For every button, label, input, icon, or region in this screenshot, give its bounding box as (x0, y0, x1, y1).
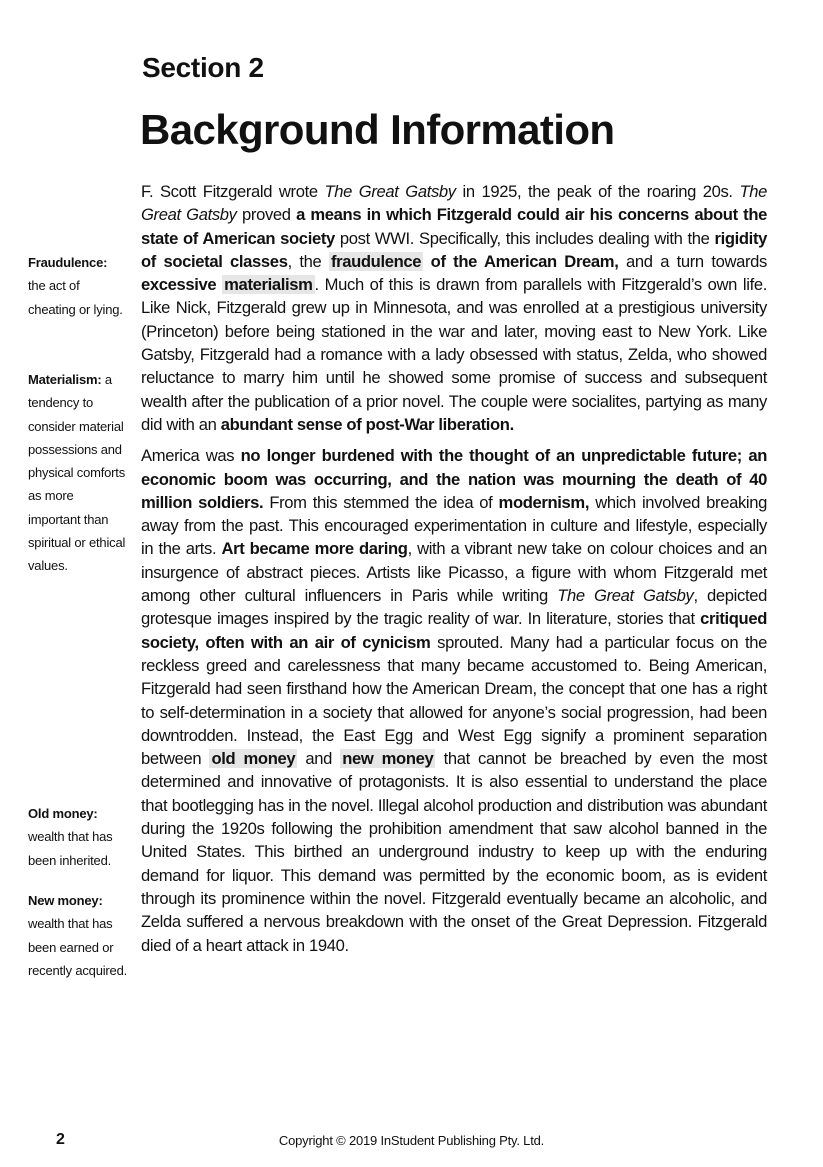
text-run: proved (236, 205, 297, 225)
text-run: , with a vibrant new take on colour choices and an insurgence of abstract pieces. Artists like Picasso, a figure with whom Fitzgerald met among other cultural influencers in Paris while writing (141, 539, 767, 606)
glossary-term: New money: (28, 893, 103, 908)
glossary-highlight: fraudulence (330, 251, 422, 271)
glossary-entry-old-money (28, 802, 128, 872)
body-paragraph (141, 444, 767, 957)
text-run: sprouted. Many had a particular focus on the reckless greed and carelessness that many became accustomed to. Being American, Fitzgerald had seen firsthand how the American Dream, the concept that one has a right to self-determination in a society that allowed for anyone’s social progression, had been downtrodden. Instead, the East Egg and West Egg signify a prominent separation between (141, 632, 767, 769)
emphasis-bold: no longer burdened with the thought of an unpredictable future; an economic boom was occurring, and the nation was mourning the death of 40 million soldiers. (141, 446, 767, 512)
text-run: post WWI. Specifically, this includes dealing with the (334, 228, 715, 248)
glossary-entry-materialism (28, 368, 128, 578)
glossary-definition: wealth that has been inherited. (28, 829, 113, 868)
glossary-highlight: old money (211, 749, 296, 769)
glossary-term: Fraudulence: (28, 255, 108, 270)
text-run: and (297, 749, 341, 769)
section-label: Section 2 (142, 52, 264, 83)
text-run: and a turn towards (618, 251, 767, 271)
glossary-definition: the act of cheating or lying. (28, 278, 123, 317)
emphasis-bold: of the American Dream, (423, 251, 619, 271)
emphasis-bold: modernism, (498, 492, 590, 512)
page-title: Background Information (140, 106, 615, 153)
text-run: , the (287, 251, 329, 271)
text-run: which involved breaking away from the past. This encouraged experimentation in culture and lifestyle, especially in the arts. (141, 492, 768, 559)
emphasis-bold: a means in which Fitzgerald could air his concerns about the state of American society (141, 205, 767, 248)
book-title: The Great Gatsby (324, 182, 456, 201)
book-title: The Great Gatsby (557, 586, 694, 606)
body-paragraph (141, 180, 767, 436)
text-run: From this stemmed the idea of (263, 492, 499, 512)
emphasis-bold: excessive (141, 275, 223, 295)
main-body (141, 180, 767, 957)
text-run: America was (141, 446, 241, 466)
glossary-entry-new-money (28, 889, 128, 982)
glossary-highlight: materialism (224, 275, 313, 295)
copyright-notice: Copyright © 2019 InStudent Publishing Pty. Ltd. (278, 1133, 545, 1148)
text-run: in 1925, the peak of the roaring 20s. (455, 182, 740, 201)
glossary-term: Old money: (28, 806, 98, 821)
emphasis-bold: Art became more daring (221, 539, 408, 559)
text-run: , depicted grotesque images inspired by the tragic reality of war. In literature, stories that (141, 586, 767, 629)
glossary-entry-fraudulence (28, 251, 128, 321)
glossary-definition: wealth that has been earned or recently acquired. (28, 916, 128, 978)
glossary-definition: a tendency to consider material possessions and physical comforts as more important than spiritual or ethical values. (28, 372, 126, 574)
book-title: The Great Gatsby (141, 182, 767, 225)
emphasis-bold: critiqued society, often with an air of cynicism (141, 609, 767, 652)
glossary-highlight: new money (342, 749, 434, 769)
glossary-term: Materialism: (28, 372, 102, 387)
text-run: . Much of this is drawn from parallels with Fitzgerald’s own life. Like Nick, Fitzgerald grew up in Minnesota, and was enrolled at a prestigious university (Princeton) before being stationed in the war and later, moving east to New York. Like Gatsby, Fitzgerald had a romance with a lady obsessed with status, Zelda, who showed reluctance to marry him until he showed some promise of success and subsequent wealth after the publication of a prior novel. The couple were socialites, partying as many did with an (141, 275, 767, 434)
emphasis-bold: abundant sense of post-War liberation. (220, 414, 514, 434)
text-run: F. Scott Fitzgerald wrote (141, 182, 325, 201)
page-number: 2 (56, 1131, 65, 1148)
text-run: that cannot be breached by even the most determined and innovative of protagonists. It is also essential to understand the place that bootlegging has in the novel. Illegal alcohol production and distribution was abundant during the 1920s following the prohibition amendment that saw alcohol banned in the United States. This birthed an underground industry to keep up with the enduring demand for liquor. This demand was permitted by the economic boom, as is evident through its prominence within the novel. Fitzgerald eventually became an alcoholic, and Zelda suffered a nervous breakdown with the onset of the Great Depression. Fitzgerald died of a heart attack in 1940. (141, 749, 767, 955)
emphasis-bold: rigidity of societal classes (141, 228, 767, 271)
